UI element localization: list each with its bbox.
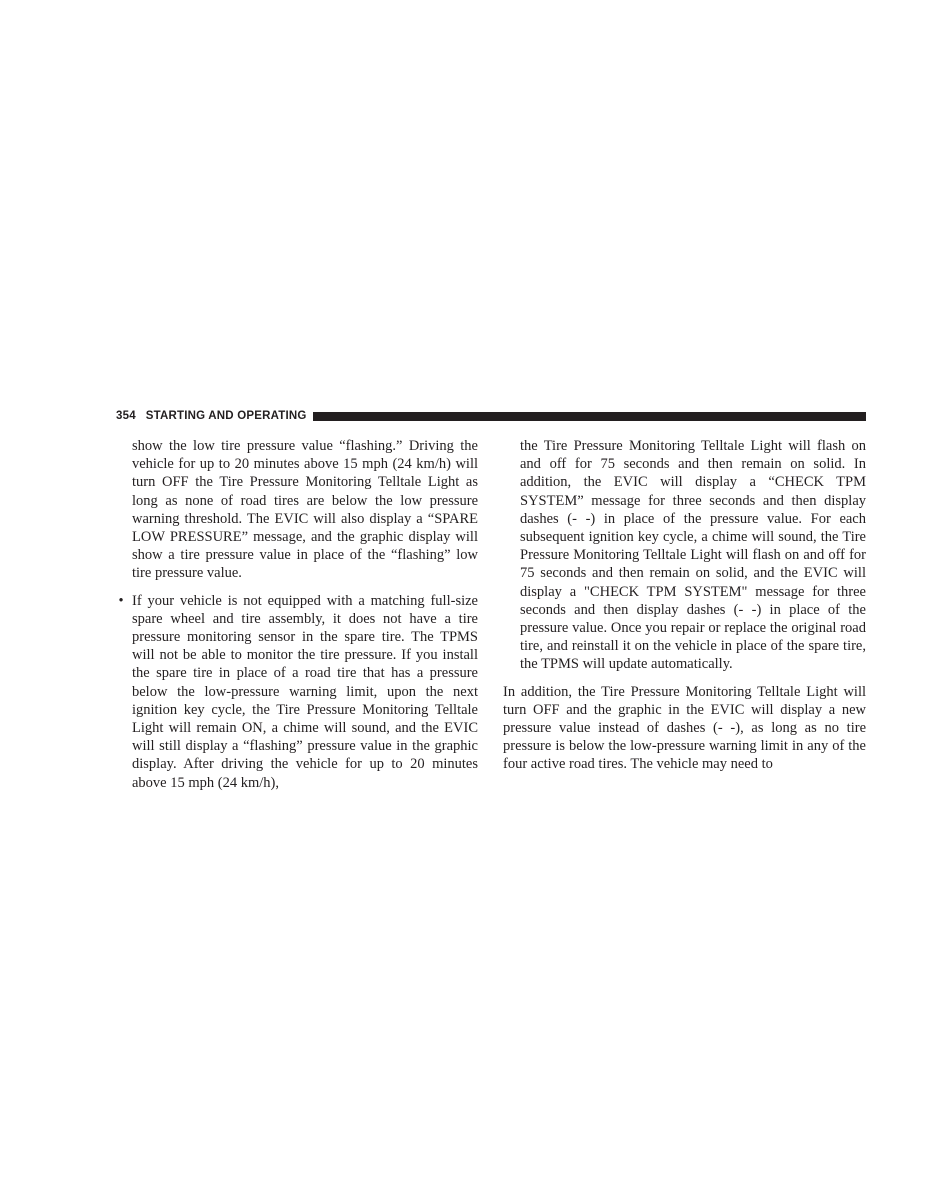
body-paragraph: In addition, the Tire Pressure Monitoring Telltale Light will turn OFF and the graphic in the EVIC will display a new pressure value instead of dashes (- -), as long as no tire pressure is below the low-pressure warning limit in any of the four active road tires. The vehicle may need to [503,683,866,773]
left-column [118,437,478,792]
bullet-item [118,592,478,792]
section-title: STARTING AND OPERATING [145,410,307,422]
page-number: 354 [116,410,136,422]
right-column [503,437,866,774]
continuation-paragraph: show the low tire pressure value “flashing.” Driving the vehicle for up to 20 minutes above 15 mph (24 km/h) will turn OFF the Tire Pressure Monitoring Telltale Light as long as none of road tires are below the low pressure warning threshold. The EVIC will also display a “SPARE LOW PRESSURE” message, and the graphic display will show a tire pressure value in place of the “flashing” low tire pressure value. [132,438,478,582]
bullet-icon: • [118,592,124,609]
header-rule [313,412,866,421]
bullet-continuation: the Tire Pressure Monitoring Telltale Light will flash on and off for 75 seconds and then remain on solid. In addition, the EVIC will display a “CHECK TPM SYSTEM” message for three seconds and then display dashes (- -) in place of the pressure value. For each subsequent ignition key cycle, a chime will sound, the Tire Pressure Monitoring Telltale Light will flash on and off for 75 seconds and then remain on solid, and the EVIC will display a "CHECK TPM SYSTEM" message for three seconds and then display dashes (- -) in place of the pressure value. Once you repair or replace the original road tire, and reinstall it on the vehicle in place of the spare tire, the TPMS will update automatically. [520,438,866,673]
bullet-text: If your vehicle is not equipped with a matching full-size spare wheel and tire assembly, it does not have a tire pressure monitoring sensor in the spare tire. The TPMS will not be able to monitor the tire pressure. If you install the spare tire in place of a road tire that has a pressure below the low-pressure warning limit, upon the next ignition key cycle, the Tire Pressure Monitoring Telltale Light will remain ON, a chime will sound, and the EVIC will still display a “flashing” pressure value in the graphic display. After driving the vehicle for up to 20 minutes above 15 mph (24 km/h), [132,592,478,791]
page-header [116,408,866,424]
